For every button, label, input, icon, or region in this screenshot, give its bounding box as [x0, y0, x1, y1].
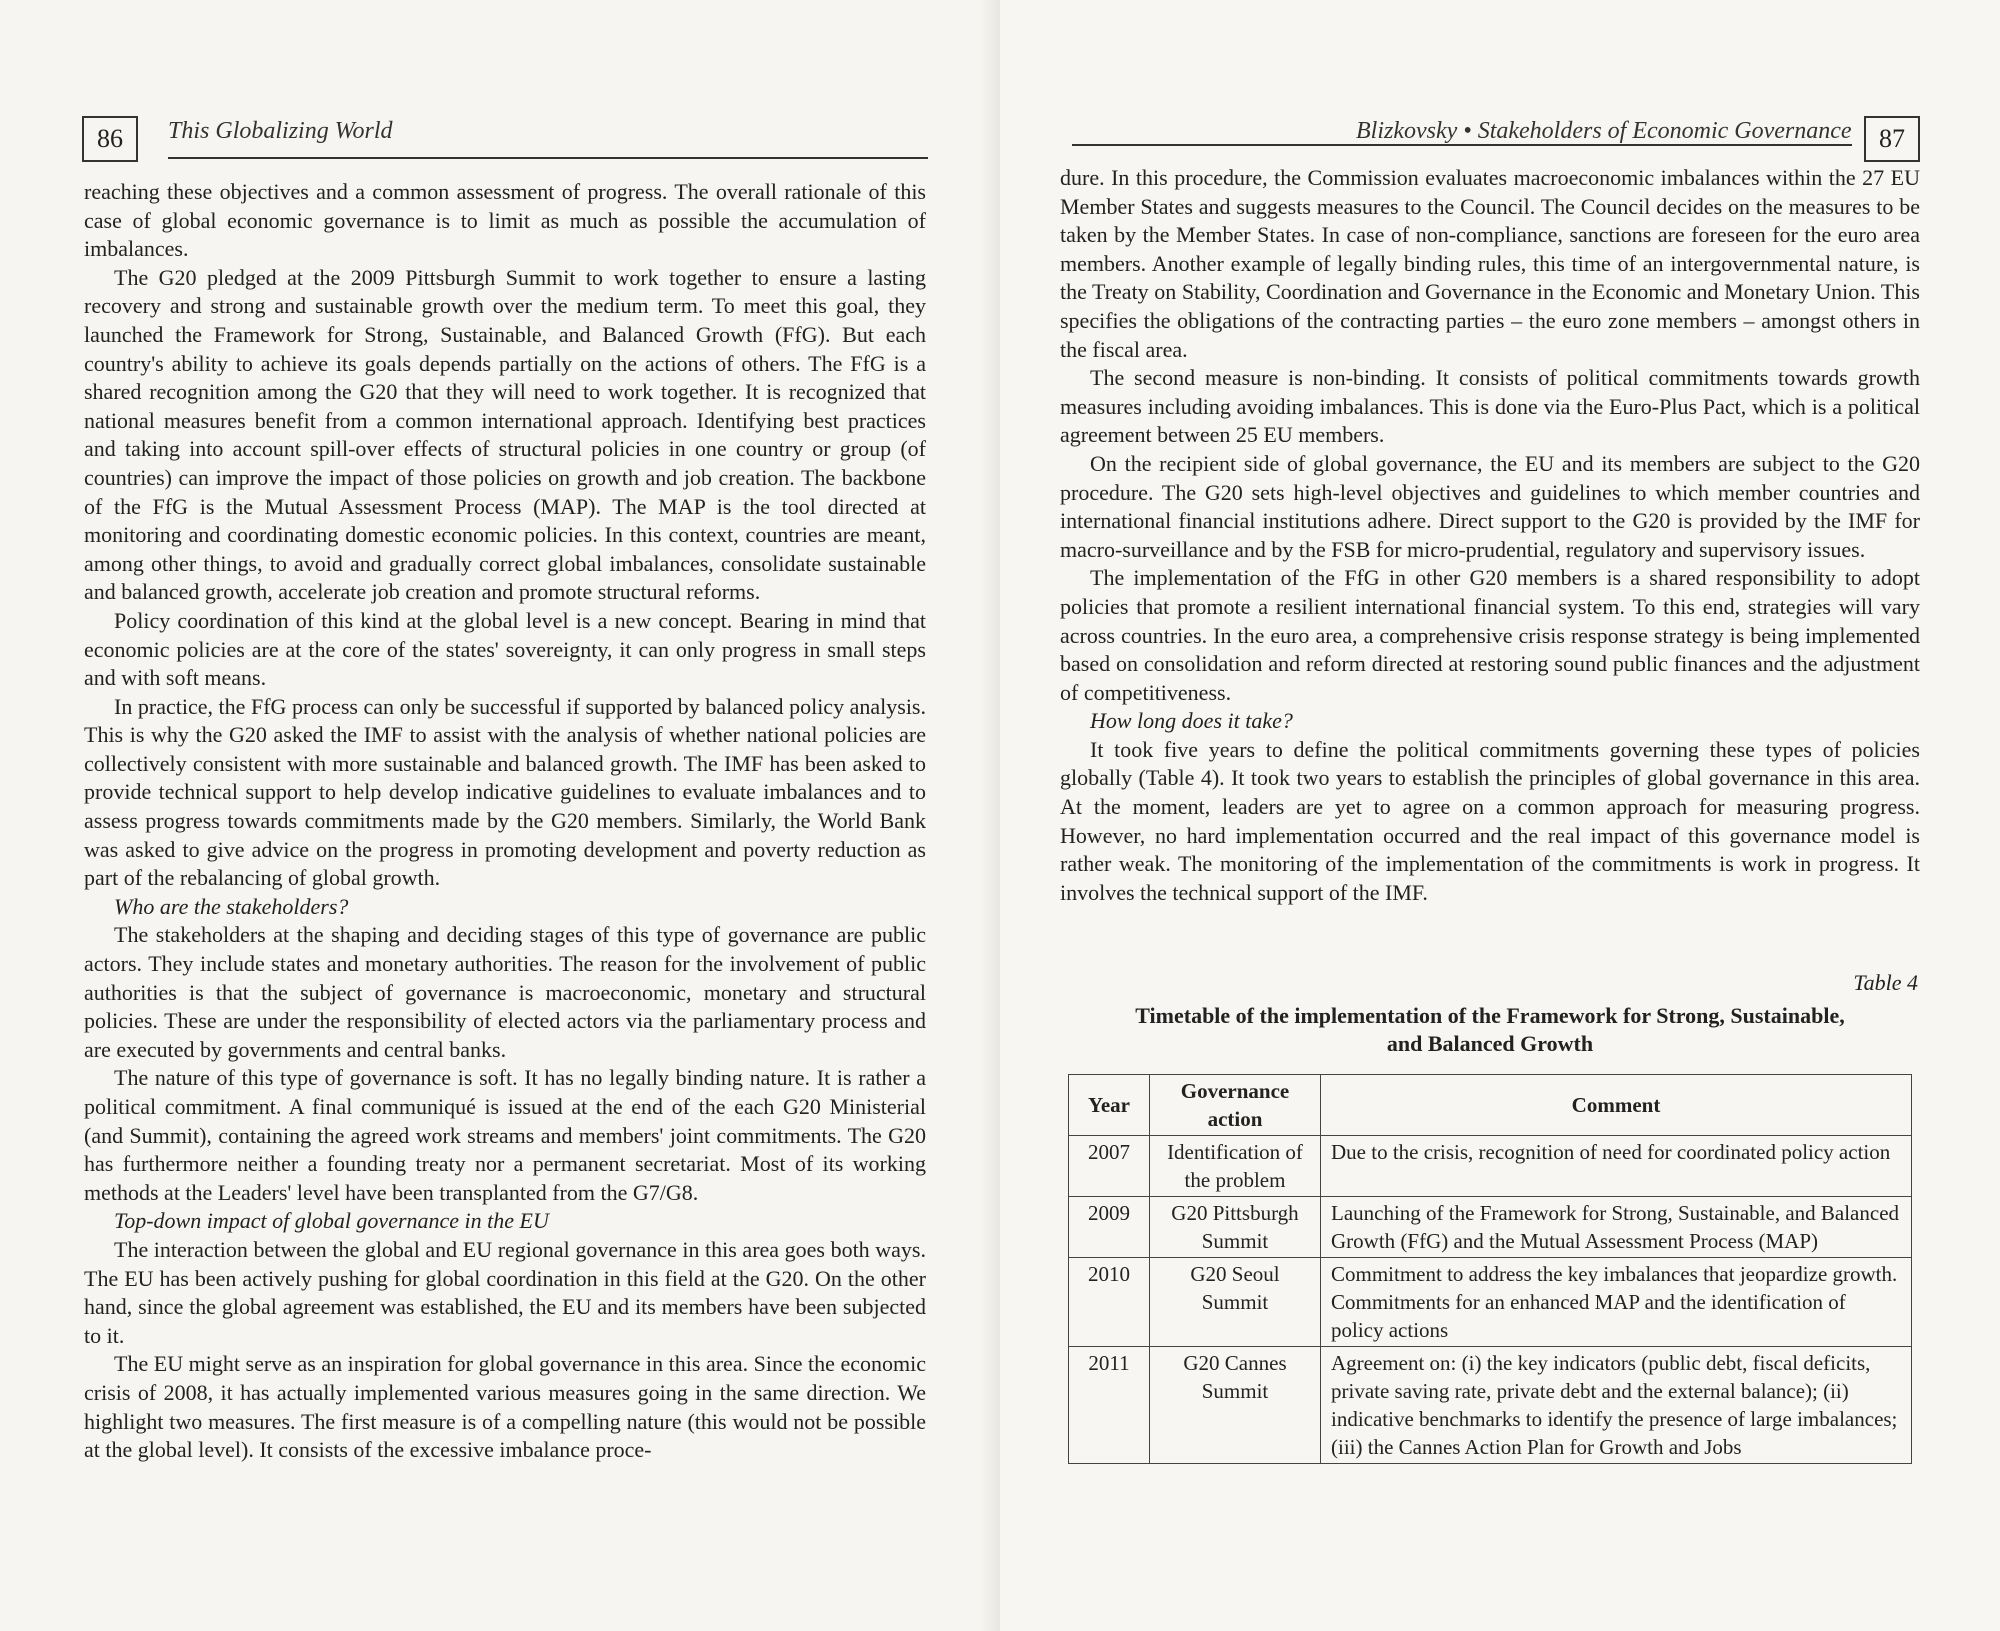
paragraph: The G20 pledged at the 2009 Pittsburgh Summit to work together to ensure a lasting recovery and strong and sustainable growth over the medium term. To meet this goal, they launched the Framework for Strong, Sustainable, and Balanced Growth (FfG). But each country's ability to achieve its goals depends partially on the actions of others. The FfG is a shared recognition among the G20 that they will need to work together. It is recognized that national measures benefit from a common international approach. Identifying best practices and taking into account spill-over effects of structural policies in one country or group (of countries) can improve the impact of those policies on growth and job creation. The backbone of the FfG is the Mutual Assessment Process (MAP). The MAP is the tool directed at monitoring and coordinating domestic economic policies. In this context, countries are meant, among other things, to avoid and gradually correct global imbalances, consolidate sustainable and balanced growth, accelerate job creation and promote structural reforms. [84, 264, 926, 605]
paragraph: The second measure is non-binding. It consists of political commitments towards growth measures including avoiding imbalances. This is done via the Euro-Plus Pact, which is a political agreement between 25 EU members. [1060, 365, 1920, 448]
table-row [1069, 1197, 1912, 1258]
comment-cell: Commitment to address the key imbalances that jeopardize growth. Commitments for an enhanced MAP and the identification of policy actions [1321, 1258, 1912, 1347]
right-page [1000, 0, 2000, 1631]
table-title-line-2: and Balanced Growth [1386, 1031, 1594, 1056]
section-subheading: Who are the stakeholders? [114, 893, 349, 919]
paragraph: dure. In this procedure, the Commission evaluates macroeconomic imbalances within the 27 EU Member States and suggests measures to the Council. The Council decides on the measures to be taken by the Member States. In case of non-compliance, sanctions are foreseen for the euro area members. Another example of legally binding rules, this time of an intergovernmental nature, is the Treaty on Stability, Coordination and Governance in the Economic and Monetary Union. This specifies the obligations of the contracting parties – the euro zone members – amongst others in the fiscal area. [1060, 165, 1920, 362]
comment-cell: Agreement on: (i) the key indicators (public debt, fiscal deficits, private saving rate, private debt and the external balance); (ii) indicative benchmarks to identify the presence of large imbalances; (iii) the Cannes Action Plan for Growth and Jobs [1321, 1347, 1912, 1464]
paragraph: The interaction between the global and EU regional governance in this area goes both ways. The EU has been actively pushing for global coordination in this field at the G20. On the other hand, since the global agreement was established, the EU and its members have been subjected to it. [84, 1236, 926, 1348]
page-number: 87 [1864, 116, 1920, 162]
year-cell: 2009 [1069, 1197, 1150, 1258]
page-number: 86 [82, 116, 138, 162]
table-header-row [1069, 1075, 1912, 1136]
timetable-table [1068, 1074, 1912, 1464]
section-subheading: Top-down impact of global governance in the EU [114, 1208, 549, 1234]
running-head: Blizkovsky • Stakeholders of Economic Governance [1356, 118, 1852, 144]
header-year: Year [1069, 1075, 1150, 1136]
table-row [1069, 1136, 1912, 1197]
year-cell: 2007 [1069, 1136, 1150, 1197]
section-subheading: How long does it take? [1090, 708, 1293, 734]
paragraph: The EU might serve as an inspiration for global governance in this area. Since the economic crisis of 2008, it has actually implemented various measures going in the same direction. We highlight two measures. The first measure is of a compelling nature (this would not be possible at the global level). It consists of the excessive imbalance proce- [84, 1351, 926, 1463]
comment-cell: Due to the crisis, recognition of need for coordinated policy action [1321, 1136, 1912, 1197]
paragraph: Policy coordination of this kind at the global level is a new concept. Bearing in mind that economic policies are at the core of the states' sovereignty, it can only progress in small steps and with soft means. [84, 607, 926, 691]
paragraph: The implementation of the FfG in other G20 members is a shared responsibility to adopt policies that promote a resilient international financial system. To this end, strategies will vary across countries. In the euro area, a comprehensive crisis response strategy is being implemented based on consolidation and reform directed at restoring sound public finances and the adjustment of competitiveness. [1060, 565, 1920, 705]
action-cell: G20 Pittsburgh Summit [1150, 1197, 1321, 1258]
paragraph: reaching these objectives and a common assessment of progress. The overall rationale of this case of global economic governance is to limit as much as possible the accumulation of imbalances. [84, 179, 926, 262]
year-cell: 2011 [1069, 1347, 1150, 1464]
paragraph: The stakeholders at the shaping and deciding stages of this type of governance are public actors. They include states and monetary authorities. The reason for the involvement of public authorities is that the subject of governance is macroeconomic, monetary and structural policies. These are under the responsibility of elected actors via the parliamentary process and are executed by governments and central banks. [84, 922, 926, 1062]
header-rule [1072, 144, 1852, 146]
table-title-line-1: Timetable of the implementation of the Framework for Strong, Sustainable, [1135, 1003, 1845, 1028]
action-cell: G20 Seoul Summit [1150, 1258, 1321, 1347]
left-text-column [84, 178, 926, 1465]
header-rule [168, 157, 928, 159]
comment-cell: Launching of the Framework for Strong, Sustainable, and Balanced Growth (FfG) and the Mutual Assessment Process (MAP) [1321, 1197, 1912, 1258]
year-cell: 2010 [1069, 1258, 1150, 1347]
paragraph: In practice, the FfG process can only be successful if supported by balanced policy analysis. This is why the G20 asked the IMF to assist with the analysis of whether national policies are collectively consistent with more sustainable and balanced growth. The IMF has been asked to provide technical support to help develop indicative guidelines to evaluate imbalances and to assess progress towards commitments made by the G20 members. Similarly, the World Bank was asked to give advice on the progress in promoting development and poverty reduction as part of the rebalancing of global growth. [84, 693, 926, 891]
action-cell: G20 Cannes Summit [1150, 1347, 1321, 1464]
table-row [1069, 1258, 1912, 1347]
paragraph: On the recipient side of global governance, the EU and its members are subject to the G20 procedure. The G20 sets high-level objectives and guidelines to which member countries and international financial institutions adhere. Direct support to the G20 is provided by the IMF for macro-surveillance and by the FSB for micro-prudential, regulatory and supervisory issues. [1060, 450, 1920, 562]
paragraph: The nature of this type of governance is soft. It has no legally binding nature. It is rather a political commitment. A final communiqué is issued at the end of the each G20 Ministerial (and Summit), containing the agreed work streams and members' joint commitments. The G20 has furthermore neither a founding treaty nor a permanent secretariat. Most of its working methods at the Leaders' level have been transplanted from the G7/G8. [84, 1065, 926, 1205]
table-title [1060, 1002, 1920, 1058]
header-action: Governance action [1150, 1075, 1321, 1136]
table-label: Table 4 [1853, 970, 1918, 995]
header-comment: Comment [1321, 1075, 1912, 1136]
action-cell: Identification of the problem [1150, 1136, 1321, 1197]
right-text-column [1060, 164, 1920, 907]
paragraph: It took five years to define the political commitments governing these types of policies globally (Table 4). It took two years to establish the principles of global governance in this area. At the moment, leaders are yet to agree on a common approach for measuring progress. However, no hard implementation occurred and the real impact of this governance model is rather weak. The monitoring of the implementation of the commitments is work in progress. It involves the technical support of the IMF. [1060, 736, 1920, 905]
running-head: This Globalizing World [168, 118, 393, 144]
table-row [1069, 1347, 1912, 1464]
